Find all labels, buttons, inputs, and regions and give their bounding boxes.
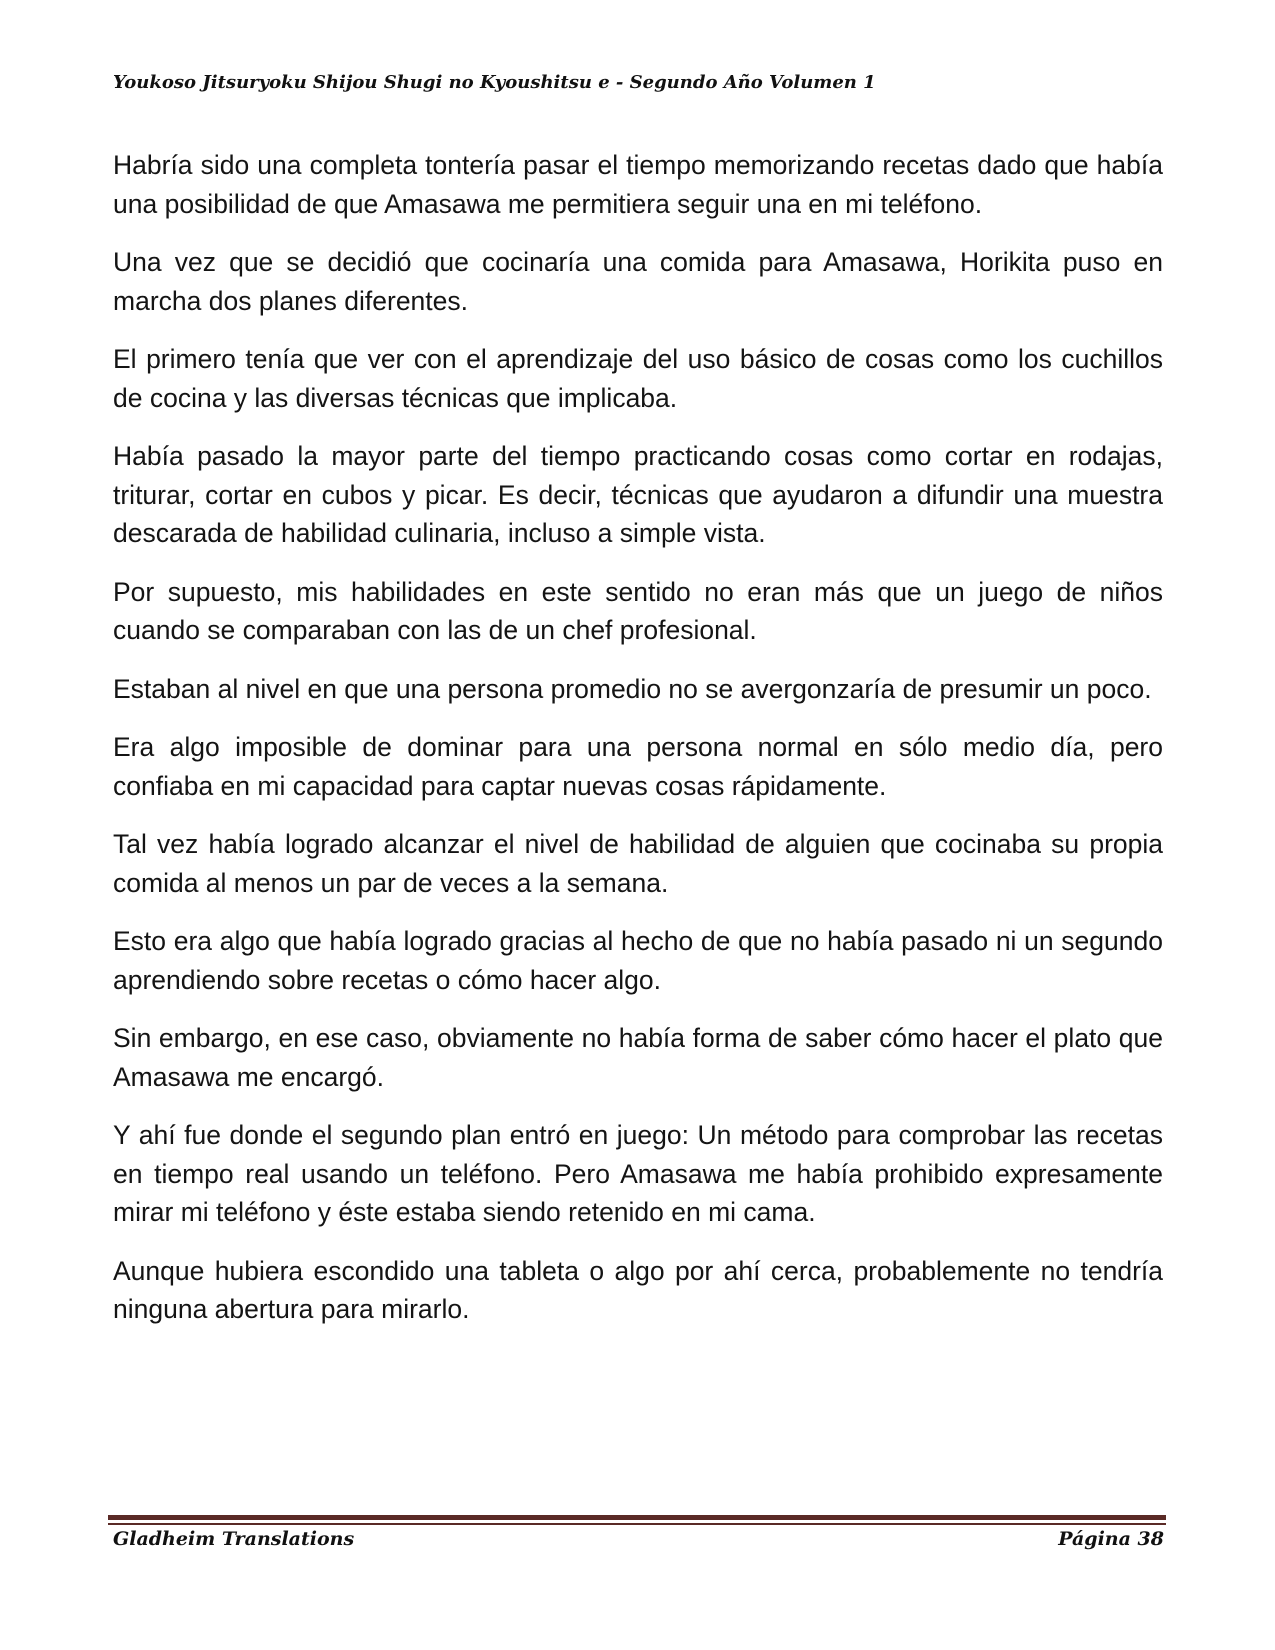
footer-divider-thick	[108, 1515, 1166, 1520]
paragraph: Habría sido una completa tontería pasar el tiempo memorizando recetas dado que había una posibilidad de que Amasawa me permitiera seguir una en mi teléfono.	[113, 150, 1163, 219]
footer-credit: Gladheim Translations	[113, 1528, 355, 1550]
paragraph: Había pasado la mayor parte del tiempo practicando cosas como cortar en rodajas, triturar, cortar en cubos y picar. Es decir, técnicas que ayudaron a difundir una muestra descarada de habilidad culinaria, incluso a simple vista.	[113, 441, 1163, 548]
page-header-title: Youkoso Jitsuryoku Shijou Shugi no Kyoushitsu e - Segundo Año Volumen 1	[113, 72, 876, 93]
paragraph: Y ahí fue donde el segundo plan entró en juego: Un método para comprobar las recetas en tiempo real usando un teléfono. Pero Amasawa me había prohibido expresamente mirar mi teléfono y éste estaba siendo retenido en mi cama.	[113, 1120, 1163, 1227]
body-text	[113, 146, 1163, 1349]
paragraph: Tal vez había logrado alcanzar el nivel de habilidad de alguien que cocinaba su propia comida al menos un par de veces a la semana.	[113, 829, 1163, 898]
footer-divider-thin	[108, 1523, 1166, 1525]
paragraph: El primero tenía que ver con el aprendizaje del uso básico de cosas como los cuchillos de cocina y las diversas técnicas que implicaba.	[113, 344, 1163, 413]
paragraph: Sin embargo, en ese caso, obviamente no había forma de saber cómo hacer el plato que Amasawa me encargó.	[113, 1023, 1163, 1092]
paragraph: Estaban al nivel en que una persona promedio no se avergonzaría de presumir un poco.	[113, 673, 1152, 704]
paragraph: Era algo imposible de dominar para una persona normal en sólo medio día, pero confiaba en mi capacidad para captar nuevas cosas rápidamente.	[113, 732, 1163, 801]
footer-page-number: Página 38	[1058, 1528, 1164, 1550]
paragraph: Esto era algo que había logrado gracias al hecho de que no había pasado ni un segundo aprendiendo sobre recetas o cómo hacer algo.	[113, 926, 1163, 995]
paragraph: Aunque hubiera escondido una tableta o algo por ahí cerca, probablemente no tendría ninguna abertura para mirarlo.	[113, 1255, 1163, 1324]
paragraph: Una vez que se decidió que cocinaría una comida para Amasawa, Horikita puso en marcha dos planes diferentes.	[113, 247, 1163, 316]
paragraph: Por supuesto, mis habilidades en este sentido no eran más que un juego de niños cuando se comparaban con las de un chef profesional.	[113, 576, 1163, 645]
